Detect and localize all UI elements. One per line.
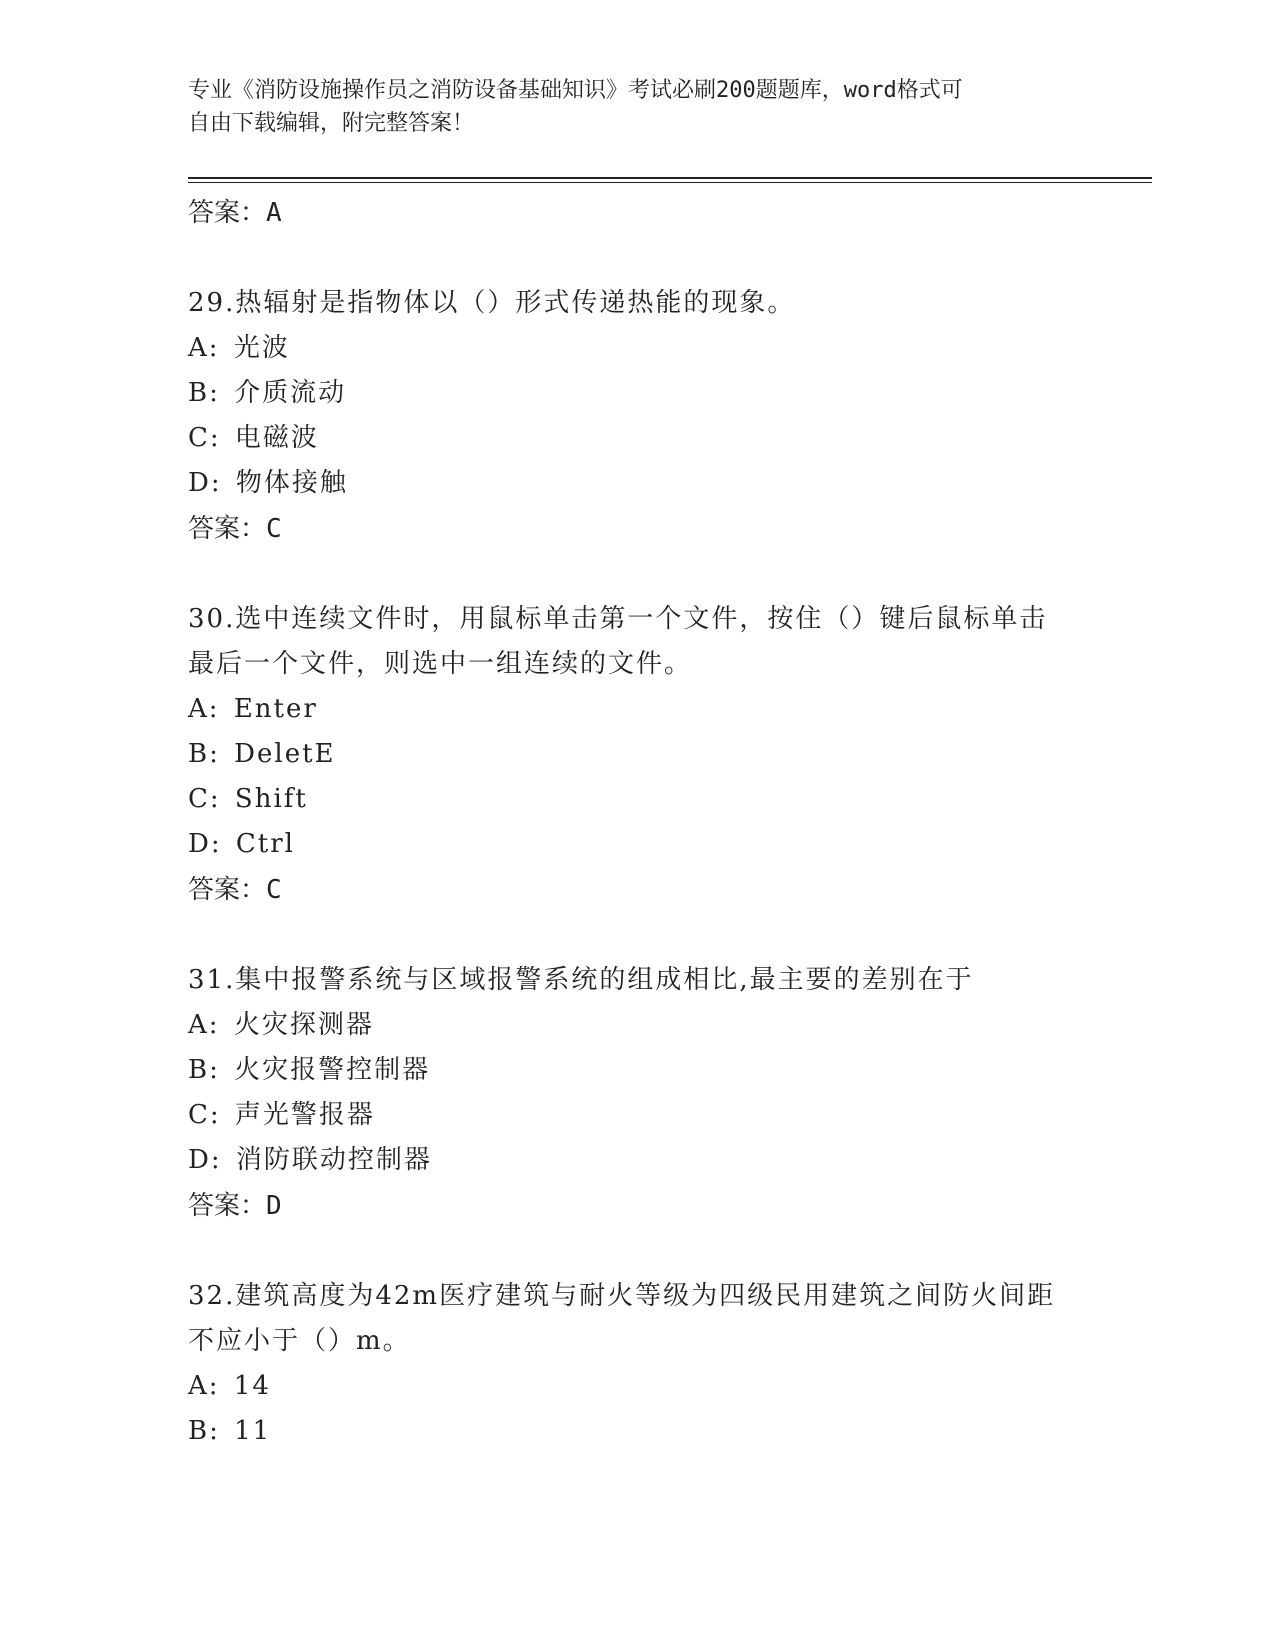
option-label: C:	[188, 784, 221, 814]
option-label: B:	[188, 1416, 220, 1446]
option-c	[188, 416, 1088, 461]
option-label: A:	[188, 1010, 220, 1040]
option-a	[188, 687, 1088, 732]
option-text: 火灾报警控制器	[234, 1055, 431, 1085]
option-label: D:	[188, 829, 222, 859]
option-text: 介质流动	[234, 378, 347, 408]
answer-line	[188, 190, 1088, 236]
answer-line	[188, 867, 1088, 913]
answer-value: A	[266, 198, 282, 228]
option-a	[188, 326, 1088, 371]
answer-line	[188, 1183, 1088, 1229]
option-b	[188, 732, 1088, 777]
option-label: B:	[188, 739, 220, 769]
option-c	[188, 1093, 1088, 1138]
question-text: 32.建筑高度为42m医疗建筑与耐火等级为四级民用建筑之间防火间距	[188, 1281, 1056, 1311]
header-line-2: 自由下载编辑，附完整答案！	[188, 111, 475, 136]
option-text: 光波	[233, 333, 290, 363]
option-label: A:	[188, 333, 220, 363]
option-a	[188, 1364, 1088, 1409]
answer-value: D	[266, 1191, 282, 1221]
spacer	[188, 913, 1088, 958]
option-text: 电磁波	[234, 423, 319, 453]
option-text: 火灾探测器	[233, 1010, 374, 1040]
question-list	[188, 190, 1088, 1454]
option-d	[188, 1138, 1088, 1183]
option-text: DeletE	[234, 739, 336, 769]
question-text-cont: 最后一个文件，则选中一组连续的文件。	[188, 649, 693, 679]
option-label: D:	[188, 468, 222, 498]
option-label: D:	[188, 1145, 222, 1175]
option-c	[188, 777, 1088, 822]
option-text: Ctrl	[235, 829, 295, 859]
option-label: C:	[188, 423, 221, 453]
option-text: 11	[234, 1416, 272, 1446]
question-text-cont: 不应小于（）m。	[188, 1326, 411, 1356]
option-label: A:	[188, 694, 220, 724]
answer-label: 答案：	[188, 514, 267, 544]
answer-label: 答案：	[188, 875, 267, 905]
option-d	[188, 461, 1088, 506]
option-label: C:	[188, 1100, 221, 1130]
answer-line	[188, 506, 1088, 552]
header-rule-thin	[188, 182, 1152, 183]
option-b	[188, 1409, 1088, 1454]
question-text: 30.选中连续文件时，用鼠标单击第一个文件，按住（）键后鼠标单击	[188, 604, 1048, 634]
option-d	[188, 822, 1088, 867]
option-text: 14	[233, 1371, 271, 1401]
answer-label: 答案：	[188, 198, 267, 228]
answer-value: C	[266, 875, 282, 905]
answer-value: C	[266, 514, 282, 544]
question-text: 29.热辐射是指物体以（）形式传递热能的现象。	[188, 288, 796, 318]
option-text: 声光警报器	[234, 1100, 375, 1130]
header-rule	[188, 177, 1152, 179]
option-b	[188, 1048, 1088, 1093]
question-block	[188, 597, 1088, 913]
spacer	[188, 1229, 1088, 1274]
spacer	[188, 236, 1088, 281]
option-label: B:	[188, 1055, 220, 1085]
question-text: 31.集中报警系统与区域报警系统的组成相比,最主要的差别在于	[188, 965, 974, 995]
spacer	[188, 552, 1088, 597]
question-block	[188, 1274, 1088, 1454]
answer-label: 答案：	[188, 1191, 267, 1221]
option-text: 消防联动控制器	[235, 1145, 432, 1175]
option-label: B:	[188, 378, 220, 408]
header-line-1: 专业《消防设施操作员之消防设备基础知识》考试必刷200题题库，word格式可	[188, 78, 963, 103]
question-block	[188, 281, 1088, 552]
option-text: Enter	[233, 694, 318, 724]
question-block	[188, 958, 1088, 1229]
option-a	[188, 1003, 1088, 1048]
option-b	[188, 371, 1088, 416]
option-text: Shift	[234, 784, 308, 814]
document-header	[188, 74, 1068, 140]
option-label: A:	[188, 1371, 220, 1401]
option-text: 物体接触	[235, 468, 348, 498]
